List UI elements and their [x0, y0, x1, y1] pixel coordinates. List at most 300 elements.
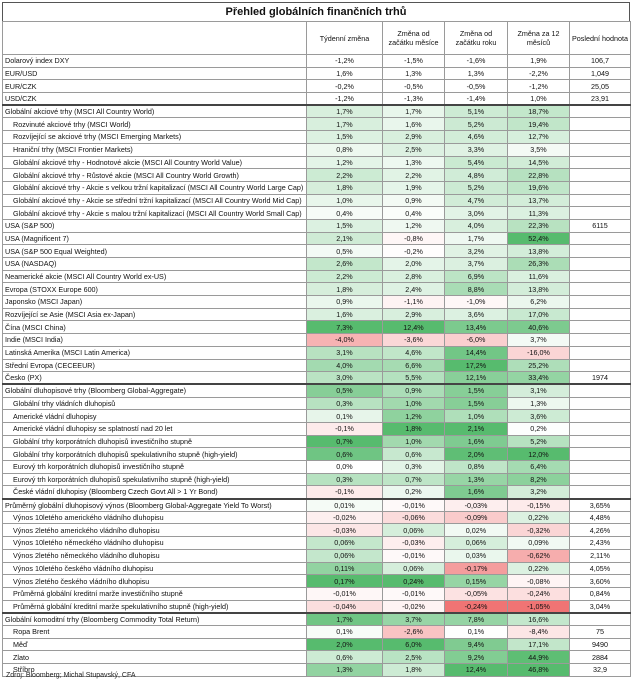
value-cell: 1,8% [307, 181, 383, 194]
page-title: Přehled globálních finančních trhů [2, 2, 630, 21]
last-value-cell: 3,65% [570, 499, 631, 512]
last-value-cell [570, 410, 631, 423]
value-cell: -0,01% [383, 499, 445, 512]
header-row [3, 22, 631, 55]
value-cell: 17,2% [445, 359, 508, 372]
value-cell: 5,4% [445, 156, 508, 169]
value-cell: 14,5% [508, 156, 570, 169]
table-row [3, 93, 631, 106]
value-cell: -1,2% [307, 55, 383, 68]
last-value-cell [570, 422, 631, 435]
value-cell: -0,01% [383, 587, 445, 600]
value-cell: 0,6% [307, 651, 383, 664]
value-cell: -0,15% [508, 499, 570, 512]
last-value-cell [570, 473, 631, 486]
table-row [3, 67, 631, 80]
value-cell: 13,8% [508, 245, 570, 258]
value-cell: 8,8% [445, 283, 508, 296]
value-cell: 12,7% [508, 131, 570, 144]
table-row [3, 448, 631, 461]
row-label: USA (S&P 500 Equal Weighted) [3, 245, 307, 258]
value-cell: 2,2% [307, 270, 383, 283]
value-cell: 2,6% [307, 258, 383, 271]
value-cell: -0,04% [307, 600, 383, 613]
value-cell: 2,9% [383, 131, 445, 144]
last-value-cell [570, 486, 631, 499]
value-cell: 0,5% [307, 384, 383, 397]
value-cell: 1,8% [307, 283, 383, 296]
value-cell: 11,6% [508, 270, 570, 283]
value-cell: 1,7% [307, 613, 383, 626]
table-body [3, 55, 631, 677]
value-cell: 9,2% [445, 651, 508, 664]
value-cell: 0,9% [383, 384, 445, 397]
value-cell: 4,6% [383, 346, 445, 359]
value-cell: 1,3% [445, 473, 508, 486]
table-row [3, 587, 631, 600]
row-label: Globální komoditní trhy (Bloomberg Commodity Total Return) [3, 613, 307, 626]
market-table [2, 21, 631, 677]
value-cell: 0,1% [307, 410, 383, 423]
row-label: Výnos 2letého amerického vládního dluhopisu [3, 524, 307, 537]
value-cell: 44,9% [508, 651, 570, 664]
value-cell: 3,1% [508, 384, 570, 397]
value-cell: 3,3% [445, 143, 508, 156]
table-row [3, 524, 631, 537]
value-cell: 0,4% [383, 207, 445, 220]
value-cell: 2,5% [383, 651, 445, 664]
row-label: Měď [3, 638, 307, 651]
value-cell: 4,6% [445, 131, 508, 144]
value-cell: 3,7% [383, 613, 445, 626]
row-label: Zlato [3, 651, 307, 664]
row-label: USA (S&P 500) [3, 219, 307, 232]
last-value-cell [570, 181, 631, 194]
value-cell: 0,6% [383, 448, 445, 461]
table-row [3, 473, 631, 486]
value-cell: 2,5% [383, 143, 445, 156]
value-cell: 0,7% [383, 473, 445, 486]
value-cell: 1,6% [445, 486, 508, 499]
value-cell: 1,9% [383, 181, 445, 194]
value-cell: -0,24% [508, 587, 570, 600]
row-label: Eurový trh korporátních dluhopisů investičního stupně [3, 461, 307, 474]
last-value-cell [570, 245, 631, 258]
table-row [3, 194, 631, 207]
last-value-cell [570, 118, 631, 131]
last-value-cell: 32,9 [570, 664, 631, 677]
value-cell: 1,0% [383, 435, 445, 448]
value-cell: -0,06% [383, 511, 445, 524]
value-cell: 0,8% [445, 461, 508, 474]
header-mtd: Změna od začátku měsíce [383, 22, 445, 55]
value-cell: 0,0% [307, 461, 383, 474]
value-cell: 0,2% [508, 422, 570, 435]
header-weekly: Týdenní změna [307, 22, 383, 55]
last-value-cell [570, 143, 631, 156]
value-cell: 25,2% [508, 359, 570, 372]
table-row [3, 80, 631, 93]
value-cell: 4,0% [445, 219, 508, 232]
last-value-cell [570, 283, 631, 296]
value-cell: -0,24% [445, 600, 508, 613]
value-cell: 1,7% [383, 105, 445, 118]
value-cell: 1,0% [508, 93, 570, 106]
table-row [3, 334, 631, 347]
source-note: Zdroj: Bloomberg; Michal Stupavský, CFA [6, 672, 136, 679]
value-cell: -0,02% [383, 600, 445, 613]
value-cell: 3,5% [508, 143, 570, 156]
value-cell: 4,7% [445, 194, 508, 207]
last-value-cell [570, 448, 631, 461]
table-row [3, 486, 631, 499]
row-label: Průměrná globální kreditní marže spekulativního stupně (high-yield) [3, 600, 307, 613]
value-cell: 0,06% [383, 524, 445, 537]
value-cell: 3,0% [445, 207, 508, 220]
row-label: Globální akciové trhy (MSCI All Country World) [3, 105, 307, 118]
table-row [3, 258, 631, 271]
table-row [3, 346, 631, 359]
value-cell: -4,0% [307, 334, 383, 347]
value-cell: 5,5% [383, 372, 445, 385]
value-cell: 0,22% [508, 562, 570, 575]
value-cell: -16,0% [508, 346, 570, 359]
value-cell: 2,2% [307, 169, 383, 182]
last-value-cell: 3,04% [570, 600, 631, 613]
value-cell: -0,08% [508, 575, 570, 588]
table-row [3, 308, 631, 321]
value-cell: 1,0% [445, 410, 508, 423]
value-cell: 19,6% [508, 181, 570, 194]
row-label: Neamerické akcie (MSCI All Country World ex-US) [3, 270, 307, 283]
value-cell: 1,5% [307, 131, 383, 144]
row-label: Čína (MSCI China) [3, 321, 307, 334]
value-cell: 2,0% [445, 448, 508, 461]
last-value-cell [570, 105, 631, 118]
value-cell: 13,7% [508, 194, 570, 207]
value-cell: 0,9% [307, 296, 383, 309]
value-cell: 3,2% [445, 245, 508, 258]
value-cell: -1,6% [445, 55, 508, 68]
value-cell: 22,8% [508, 169, 570, 182]
last-value-cell: 4,26% [570, 524, 631, 537]
value-cell: 1,0% [307, 194, 383, 207]
value-cell: 1,9% [508, 55, 570, 68]
row-label: USA (NASDAQ) [3, 258, 307, 271]
value-cell: 2,4% [383, 283, 445, 296]
last-value-cell: 4,05% [570, 562, 631, 575]
table-row [3, 321, 631, 334]
value-cell: 2,1% [445, 422, 508, 435]
table-row [3, 169, 631, 182]
table-row [3, 219, 631, 232]
value-cell: 5,1% [445, 105, 508, 118]
header-last-value: Poslední hodnota [570, 22, 631, 55]
value-cell: -0,03% [445, 499, 508, 512]
value-cell: 3,7% [445, 258, 508, 271]
value-cell: 6,0% [383, 638, 445, 651]
value-cell: -1,3% [383, 93, 445, 106]
last-value-cell: 25,05 [570, 80, 631, 93]
value-cell: 1,0% [383, 397, 445, 410]
last-value-cell: 2,43% [570, 537, 631, 550]
value-cell: 1,6% [307, 67, 383, 80]
value-cell: 40,6% [508, 321, 570, 334]
last-value-cell [570, 346, 631, 359]
table-row [3, 537, 631, 550]
value-cell: 1,3% [383, 156, 445, 169]
row-label: Výnos 2letého německého vládního dluhopisu [3, 549, 307, 562]
value-cell: 0,1% [307, 625, 383, 638]
row-label: Japonsko (MSCI Japan) [3, 296, 307, 309]
row-label: Globální trhy vládních dluhopisů [3, 397, 307, 410]
row-label: Globální akciové trhy - Akcie s malou tržní kapitalizací (MSCI All Country World Small Cap) [3, 207, 307, 220]
value-cell: 12,4% [445, 664, 508, 677]
row-label: Globální dluhopisové trhy (Bloomberg Global-Aggregate) [3, 384, 307, 397]
value-cell: -0,1% [307, 422, 383, 435]
last-value-cell [570, 334, 631, 347]
table-row [3, 181, 631, 194]
value-cell: 1,2% [383, 410, 445, 423]
table-row [3, 105, 631, 118]
value-cell: 12,0% [508, 448, 570, 461]
value-cell: 0,01% [307, 499, 383, 512]
last-value-cell [570, 207, 631, 220]
last-value-cell [570, 435, 631, 448]
value-cell: 1,6% [383, 118, 445, 131]
value-cell: 1,3% [445, 67, 508, 80]
value-cell: -1,05% [508, 600, 570, 613]
value-cell: 3,7% [508, 334, 570, 347]
last-value-cell [570, 131, 631, 144]
last-value-cell [570, 194, 631, 207]
row-label: Česko (PX) [3, 372, 307, 385]
row-label: Rozvinuté akciové trhy (MSCI World) [3, 118, 307, 131]
table-row [3, 131, 631, 144]
value-cell: -0,1% [307, 486, 383, 499]
value-cell: 1,3% [383, 67, 445, 80]
value-cell: -2,6% [383, 625, 445, 638]
value-cell: 6,2% [508, 296, 570, 309]
value-cell: 3,6% [508, 410, 570, 423]
value-cell: 0,15% [445, 575, 508, 588]
table-row [3, 575, 631, 588]
row-label: Latinská Amerika (MSCI Latin America) [3, 346, 307, 359]
value-cell: 52,4% [508, 232, 570, 245]
value-cell: -0,01% [383, 549, 445, 562]
value-cell: -0,05% [445, 587, 508, 600]
value-cell: -0,03% [307, 524, 383, 537]
value-cell: -0,8% [383, 232, 445, 245]
last-value-cell [570, 461, 631, 474]
value-cell: 5,2% [445, 118, 508, 131]
value-cell: -0,03% [383, 537, 445, 550]
row-label: Indie (MSCI India) [3, 334, 307, 347]
value-cell: 0,02% [445, 524, 508, 537]
value-cell: 1,6% [445, 435, 508, 448]
value-cell: 3,1% [307, 346, 383, 359]
value-cell: -0,01% [307, 587, 383, 600]
value-cell: 3,6% [445, 308, 508, 321]
value-cell: 0,06% [445, 537, 508, 550]
value-cell: 6,6% [383, 359, 445, 372]
row-label: Globální akciové trhy - Akcie se střední tržní kapitalizací (MSCI All Country World Mid Cap) [3, 194, 307, 207]
last-value-cell: 3,60% [570, 575, 631, 588]
row-label: Průměrný globální dluhopisový výnos (Bloomberg Global-Aggregate Yield To Worst) [3, 499, 307, 512]
row-label: Globální akciové trhy - Akcie s velkou tržní kapitalizací (MSCI All Country World Large Cap) [3, 181, 307, 194]
table-row [3, 245, 631, 258]
row-label: Hraniční trhy (MSCI Frontier Markets) [3, 143, 307, 156]
last-value-cell: 2,11% [570, 549, 631, 562]
value-cell: 1,5% [445, 384, 508, 397]
table-row [3, 461, 631, 474]
value-cell: 1,7% [307, 105, 383, 118]
value-cell: 26,3% [508, 258, 570, 271]
last-value-cell: 1974 [570, 372, 631, 385]
last-value-cell [570, 613, 631, 626]
last-value-cell [570, 308, 631, 321]
last-value-cell: 0,84% [570, 587, 631, 600]
last-value-cell: 6115 [570, 219, 631, 232]
last-value-cell [570, 359, 631, 372]
value-cell: 0,22% [508, 511, 570, 524]
value-cell: 1,8% [383, 664, 445, 677]
row-label: Rozvíjející se akciové trhy (MSCI Emerging Markets) [3, 131, 307, 144]
row-label: Globální trhy korporátních dluhopisů spekulativního stupně (high-yield) [3, 448, 307, 461]
value-cell: 5,2% [508, 435, 570, 448]
value-cell: 22,3% [508, 219, 570, 232]
value-cell: 0,06% [307, 549, 383, 562]
value-cell: -1,4% [445, 93, 508, 106]
value-cell: -1,1% [383, 296, 445, 309]
last-value-cell: 2884 [570, 651, 631, 664]
row-label: Průměrná globální kreditní marže investičního stupně [3, 587, 307, 600]
value-cell: 1,5% [445, 397, 508, 410]
value-cell: 16,6% [508, 613, 570, 626]
table-row [3, 613, 631, 626]
value-cell: 3,2% [508, 486, 570, 499]
value-cell: 17,1% [508, 638, 570, 651]
table-row [3, 562, 631, 575]
value-cell: 0,09% [508, 537, 570, 550]
value-cell: 1,2% [307, 156, 383, 169]
table-row [3, 435, 631, 448]
value-cell: 0,11% [307, 562, 383, 575]
value-cell: 19,4% [508, 118, 570, 131]
row-label: Stříbro [3, 664, 307, 677]
last-value-cell: 75 [570, 625, 631, 638]
table-row [3, 638, 631, 651]
row-label: USD/CZK [3, 93, 307, 106]
value-cell: -0,2% [383, 245, 445, 258]
table-row [3, 143, 631, 156]
last-value-cell: 9490 [570, 638, 631, 651]
value-cell: -1,5% [383, 55, 445, 68]
value-cell: -1,2% [307, 93, 383, 106]
row-label: EUR/USD [3, 67, 307, 80]
last-value-cell: 4,48% [570, 511, 631, 524]
row-label: Globální trhy korporátních dluhopisů investičního stupně [3, 435, 307, 448]
value-cell: -0,5% [445, 80, 508, 93]
value-cell: 3,0% [307, 372, 383, 385]
value-cell: 1,7% [445, 232, 508, 245]
last-value-cell [570, 270, 631, 283]
value-cell: 1,6% [307, 308, 383, 321]
row-label: Dolarový index DXY [3, 55, 307, 68]
table-row [3, 156, 631, 169]
last-value-cell [570, 232, 631, 245]
table-row [3, 296, 631, 309]
value-cell: 14,4% [445, 346, 508, 359]
table-row [3, 384, 631, 397]
row-label: Výnos 2letého českého vládního dluhopisu [3, 575, 307, 588]
value-cell: -0,62% [508, 549, 570, 562]
value-cell: 9,4% [445, 638, 508, 651]
last-value-cell: 106,7 [570, 55, 631, 68]
table-row [3, 410, 631, 423]
last-value-cell [570, 156, 631, 169]
value-cell: -0,5% [383, 80, 445, 93]
value-cell: 12,1% [445, 372, 508, 385]
value-cell: 1,7% [307, 118, 383, 131]
row-label: Rozvíjející se Asie (MSCI Asia ex-Japan) [3, 308, 307, 321]
value-cell: 2,8% [383, 270, 445, 283]
value-cell: -0,17% [445, 562, 508, 575]
row-label: Ropa Brent [3, 625, 307, 638]
value-cell: 18,7% [508, 105, 570, 118]
value-cell: 1,3% [307, 664, 383, 677]
table-row [3, 499, 631, 512]
row-label: Evropa (STOXX Europe 600) [3, 283, 307, 296]
value-cell: 1,2% [383, 219, 445, 232]
value-cell: 7,3% [307, 321, 383, 334]
value-cell: 0,3% [307, 397, 383, 410]
row-label: České vládní dluhopisy (Bloomberg Czech Govt All > 1 Yr Bond) [3, 486, 307, 499]
last-value-cell [570, 384, 631, 397]
value-cell: 0,5% [307, 245, 383, 258]
row-label: Výnos 10letého německého vládního dluhopisu [3, 537, 307, 550]
value-cell: 1,3% [508, 397, 570, 410]
table-row [3, 422, 631, 435]
table-row [3, 625, 631, 638]
table-row [3, 118, 631, 131]
value-cell: 2,2% [383, 169, 445, 182]
value-cell: -0,09% [445, 511, 508, 524]
value-cell: 6,9% [445, 270, 508, 283]
table-row [3, 270, 631, 283]
table-row [3, 511, 631, 524]
table-row [3, 549, 631, 562]
value-cell: 0,24% [383, 575, 445, 588]
last-value-cell [570, 397, 631, 410]
table-row [3, 207, 631, 220]
value-cell: 1,8% [383, 422, 445, 435]
value-cell: 17,0% [508, 308, 570, 321]
value-cell: -2,2% [508, 67, 570, 80]
value-cell: 4,0% [307, 359, 383, 372]
table-row [3, 397, 631, 410]
value-cell: 0,06% [307, 537, 383, 550]
table-row [3, 283, 631, 296]
value-cell: 11,3% [508, 207, 570, 220]
value-cell: 13,4% [445, 321, 508, 334]
row-label: Eurový trh korporátních dluhopisů spekulativního stupně (high-yield) [3, 473, 307, 486]
table-row [3, 55, 631, 68]
value-cell: 0,4% [307, 207, 383, 220]
row-label: Výnos 10letého českého vládního dluhopisu [3, 562, 307, 575]
value-cell: 0,03% [445, 549, 508, 562]
last-value-cell [570, 258, 631, 271]
